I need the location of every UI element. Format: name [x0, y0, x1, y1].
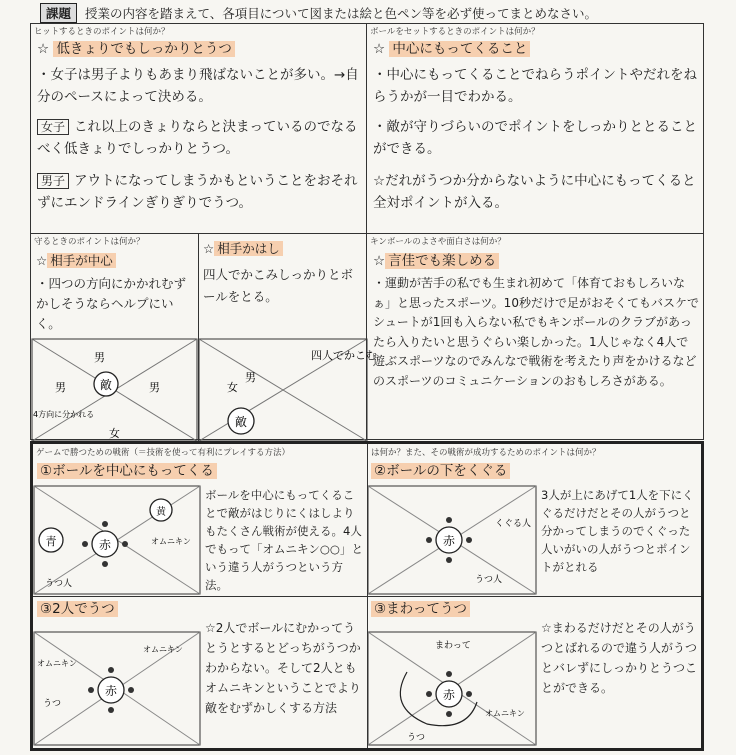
- shooting-title: 低きょりでもしっかりとうつ: [53, 41, 235, 57]
- female-label: 女子: [37, 119, 69, 135]
- strategy-4-text: まわるだけだとその人がうつとばれるので違う人がうつとバレずにしっかりとうつことができる。: [541, 621, 698, 695]
- duck-label: くぐる人: [495, 519, 532, 529]
- male-label: 男子: [37, 173, 69, 189]
- strategy-3-cell: [33, 596, 367, 748]
- omni-label: オムニキン: [485, 709, 525, 718]
- appeal-text: ・運動が苦手の私でも生まれ初めて「体育ておもしろいなぁ」と思ったスポーツ。10秒だけで足がおそくてもバスケでシュートが1回も入らない私でもキンボールのクラブがあったら入りたいと思うぐらい楽しかった。1人じゃなく4人で遊ぶスポーツなのでみんなで戦術を考えたり声をかけるなどのスポーツのコミュニケーションのおもしろさがある。: [373, 276, 699, 388]
- star-icon: ☆: [541, 621, 552, 635]
- strategy-2-cell: [367, 458, 701, 596]
- defense-left-diagram: [31, 339, 198, 441]
- strategy-question-left: ゲームで勝つための戦術（＝技術を使って有利にプレイする方法）: [36, 448, 290, 458]
- player-bottom: 女: [109, 427, 120, 440]
- defense-question: 守るときのポイントは何か？: [34, 237, 145, 247]
- page-header: [40, 3, 597, 23]
- assignment-tag: 課題: [40, 3, 77, 23]
- strategy-1-title: ①ボールを中心にもってくる: [37, 463, 217, 479]
- strategy-1-text: ボールを中心にもってくることで敵がはじりにくはしよりもたくさん戦術が使える。4人でもって「オムニキン○○」という違う人がうつという方法。: [205, 488, 363, 592]
- around-label: まわって: [435, 641, 471, 651]
- shooting-cell: [30, 23, 367, 234]
- defense-left-text: ・四つの方向にかかれむずかしそうならヘルプにいく。: [36, 276, 187, 331]
- appeal-question: キンボールのよさや面白さは何か？: [370, 237, 506, 247]
- strategy-4-diagram: [367, 632, 537, 746]
- enemy-label: 敵: [234, 415, 248, 429]
- setting-title: 中心にもってくること: [389, 41, 530, 57]
- shooting-line1: ・女子は男子よりもあまり飛ばないことが多い。→自分のペースによって決める。: [37, 67, 359, 105]
- player-top: 男: [245, 371, 256, 384]
- shoot-label: うつ: [407, 733, 426, 743]
- star-icon: ☆: [203, 241, 215, 256]
- defense-left-note: 4方向に分かれる: [33, 410, 95, 419]
- defense-right-title: 相手かはし: [214, 241, 283, 256]
- strategy-4-cell: [367, 596, 701, 748]
- appeal-cell: [366, 233, 704, 440]
- defense-right-text: 四人でかこみしっかりとボールをとる。: [203, 267, 354, 304]
- defense-cell: [30, 233, 377, 440]
- team-left: 青: [45, 535, 57, 548]
- strategy-2-diagram: [367, 486, 537, 596]
- ball-label: 赤: [442, 688, 456, 702]
- enemy-label: 敵: [99, 378, 113, 392]
- player-left: 男: [55, 381, 66, 394]
- setting-line2: ・敵が守りづらいのでポイントをしっかりととることができる。: [373, 119, 697, 157]
- setting-question: ボールをセットするときのポイントは何か？: [370, 27, 540, 37]
- strategy-3-title: ③2人でうつ: [37, 601, 118, 617]
- shoot-label: うつ人: [45, 579, 73, 589]
- strategy-1-diagram: [33, 486, 201, 596]
- female-text: これ以上のきょりならと決まっているのでなるべく低きょりでしっかりとうつ。: [37, 119, 358, 157]
- ball-label: 赤: [442, 534, 456, 548]
- star-icon: ☆: [373, 253, 386, 269]
- shoot-label: うつ人: [475, 575, 503, 585]
- star-icon: ☆: [205, 621, 216, 635]
- star-icon: ☆: [37, 41, 50, 57]
- player-top: 男: [94, 351, 105, 364]
- omni-left: オムニキン: [37, 659, 77, 668]
- setting-line3: だれがうつか分からないように中心にもってくると全対ポイントが入る。: [373, 173, 696, 211]
- setting-line1: ・中心にもってくることでねらうポイントやだれをねらうかが一目でわかる。: [373, 67, 697, 105]
- player-right: 男: [149, 381, 160, 394]
- shoot-label: うつ: [43, 699, 62, 709]
- defense-right-diagram: [199, 339, 377, 441]
- star-icon: ☆: [373, 173, 386, 189]
- star-icon: ☆: [373, 41, 386, 57]
- shooting-question: ヒットするときのポイントは何か？: [34, 27, 170, 37]
- setting-cell: [366, 23, 704, 234]
- ball-label: 赤: [104, 684, 118, 698]
- strategy-2-text: 3人が上にあげて1人を下にくぐるだけだとその人がうつと分かってしまうのでくぐった人いがいの人がうつとポイントがとれる: [541, 488, 694, 574]
- strategy-3-text: 2人でボールにむかってうとうとするとどっちがうつかわからない。そして2人ともオムニキンということでより敵をむずかしくする方法: [205, 621, 361, 715]
- male-text: アウトになってしまうかもということをおそれずにエンドラインぎりぎりでうつ。: [37, 173, 358, 211]
- omni-right: オムニキン: [143, 645, 183, 654]
- ball-label: 赤: [98, 538, 112, 552]
- star-icon: ☆: [36, 253, 48, 268]
- strategy-4-title: ③まわってうつ: [371, 601, 470, 617]
- player-left: 女: [227, 381, 238, 394]
- team-right: 黄: [156, 507, 166, 518]
- strategy-question-right: は何か？また、その戦術が成功するためのポイントは何か？: [371, 448, 601, 458]
- strategy-2-title: ②ボールの下をくぐる: [371, 463, 510, 479]
- omni-label: オムニキン: [151, 537, 191, 546]
- strategy-1-cell: [33, 458, 367, 596]
- strategy-h-divider: [33, 596, 701, 597]
- strategy-3-diagram: [33, 632, 201, 746]
- appeal-title: 言佳でも楽しめる: [385, 253, 499, 269]
- assignment-instruction: 授業の内容を踏まえて、各項目について図または絵と色ペン等を必ず使ってまとめなさい。: [85, 6, 598, 21]
- defense-left-title: 相手が中心: [47, 253, 116, 268]
- defense-right-note: 四人でかこむ: [311, 349, 377, 362]
